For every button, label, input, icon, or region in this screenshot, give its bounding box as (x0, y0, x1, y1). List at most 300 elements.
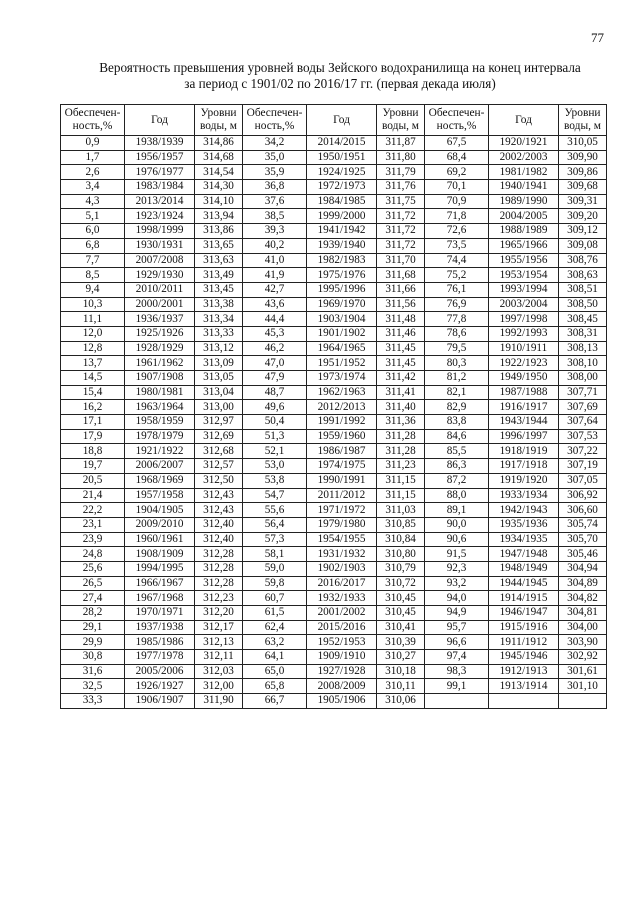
year-cell: 2013/2014 (125, 194, 195, 209)
level-cell: 312,28 (195, 576, 243, 591)
table-row (61, 503, 607, 518)
prob-cell: 56,4 (243, 517, 307, 532)
year-cell: 1913/1914 (489, 679, 559, 694)
level-cell: 311,40 (377, 400, 425, 415)
year-cell: 1960/1961 (125, 532, 195, 547)
prob-cell: 8,5 (61, 268, 125, 283)
level-cell: 313,49 (195, 268, 243, 283)
year-cell: 1935/1936 (489, 517, 559, 532)
year-cell: 1904/1905 (125, 503, 195, 518)
level-cell: 310,05 (559, 136, 607, 151)
level-cell: 311,75 (377, 194, 425, 209)
prob-cell: 29,9 (61, 635, 125, 650)
prob-cell: 21,4 (61, 488, 125, 503)
prob-cell: 41,0 (243, 253, 307, 268)
year-cell: 1943/1944 (489, 415, 559, 430)
year-cell: 1985/1986 (125, 635, 195, 650)
year-cell: 1991/1992 (307, 415, 377, 430)
table-row (61, 576, 607, 591)
prob-cell: 58,1 (243, 547, 307, 562)
level-cell: 308,45 (559, 312, 607, 327)
level-cell: 310,80 (377, 547, 425, 562)
year-cell: 2016/2017 (307, 576, 377, 591)
level-cell: 313,63 (195, 253, 243, 268)
table-row (61, 620, 607, 635)
year-cell: 1950/1951 (307, 150, 377, 165)
prob-cell: 68,4 (425, 150, 489, 165)
table-row (61, 400, 607, 415)
level-cell: 302,92 (559, 650, 607, 665)
year-cell: 1930/1931 (125, 238, 195, 253)
year-cell: 1986/1987 (307, 444, 377, 459)
year-cell: 1933/1934 (489, 488, 559, 503)
prob-cell: 13,7 (61, 356, 125, 371)
prob-cell: 35,9 (243, 165, 307, 180)
year-cell: 1958/1959 (125, 415, 195, 430)
level-cell: 310,84 (377, 532, 425, 547)
header-level-1: Уровни воды, м (195, 105, 243, 136)
prob-cell: 31,6 (61, 664, 125, 679)
prob-cell: 16,2 (61, 400, 125, 415)
prob-cell: 35,0 (243, 150, 307, 165)
level-cell: 307,71 (559, 385, 607, 400)
year-cell: 1999/2000 (307, 209, 377, 224)
prob-cell: 11,1 (61, 312, 125, 327)
level-cell: 312,68 (195, 444, 243, 459)
year-cell: 1963/1964 (125, 400, 195, 415)
level-cell: 312,00 (195, 679, 243, 694)
header-level-3: Уровни воды, м (559, 105, 607, 136)
prob-cell: 23,9 (61, 532, 125, 547)
level-cell: 312,97 (195, 415, 243, 430)
year-cell: 1914/1915 (489, 591, 559, 606)
level-cell: 311,28 (377, 444, 425, 459)
year-cell: 1964/1965 (307, 341, 377, 356)
document-title (60, 60, 620, 92)
table-row (61, 341, 607, 356)
table-body (61, 136, 607, 709)
year-cell: 2005/2006 (125, 664, 195, 679)
year-cell: 1938/1939 (125, 136, 195, 151)
prob-cell: 5,1 (61, 209, 125, 224)
level-cell: 312,03 (195, 664, 243, 679)
prob-cell: 53,0 (243, 459, 307, 474)
level-cell (559, 694, 607, 709)
level-cell: 304,82 (559, 591, 607, 606)
year-cell: 1967/1968 (125, 591, 195, 606)
prob-cell: 22,2 (61, 503, 125, 518)
year-cell: 1977/1978 (125, 650, 195, 665)
prob-cell: 1,7 (61, 150, 125, 165)
level-cell: 313,86 (195, 224, 243, 239)
year-cell: 2004/2005 (489, 209, 559, 224)
level-cell: 311,28 (377, 429, 425, 444)
level-cell: 307,05 (559, 473, 607, 488)
prob-cell: 15,4 (61, 385, 125, 400)
year-cell: 1940/1941 (489, 180, 559, 195)
year-cell: 1905/1906 (307, 694, 377, 709)
prob-cell: 70,9 (425, 194, 489, 209)
level-cell: 311,79 (377, 165, 425, 180)
prob-cell: 40,2 (243, 238, 307, 253)
level-cell: 307,19 (559, 459, 607, 474)
header-probability-1: Обеспечен- ность,% (61, 105, 125, 136)
table-row (61, 459, 607, 474)
page-number: 77 (591, 30, 604, 45)
year-cell: 1937/1938 (125, 620, 195, 635)
prob-cell: 79,5 (425, 341, 489, 356)
level-cell: 307,69 (559, 400, 607, 415)
prob-cell: 26,5 (61, 576, 125, 591)
table-row (61, 224, 607, 239)
level-cell: 312,17 (195, 620, 243, 635)
year-cell: 1931/1932 (307, 547, 377, 562)
year-cell: 1997/1998 (489, 312, 559, 327)
prob-cell: 95,7 (425, 620, 489, 635)
prob-cell: 66,7 (243, 694, 307, 709)
year-cell: 2002/2003 (489, 150, 559, 165)
prob-cell: 83,8 (425, 415, 489, 430)
table-row (61, 326, 607, 341)
year-cell: 1907/1908 (125, 371, 195, 386)
year-cell: 1936/1937 (125, 312, 195, 327)
level-cell: 313,34 (195, 312, 243, 327)
year-cell: 1901/1902 (307, 326, 377, 341)
table-row (61, 664, 607, 679)
year-cell: 1984/1985 (307, 194, 377, 209)
prob-cell: 86,3 (425, 459, 489, 474)
table-row (61, 297, 607, 312)
level-cell: 310,18 (377, 664, 425, 679)
level-cell: 313,45 (195, 282, 243, 297)
year-cell: 2011/2012 (307, 488, 377, 503)
level-cell: 310,06 (377, 694, 425, 709)
prob-cell: 71,8 (425, 209, 489, 224)
title-line-1: Вероятность превышения уровней воды Зейского водохранилища на конец интервала (99, 60, 581, 75)
prob-cell: 97,4 (425, 650, 489, 665)
year-cell: 1955/1956 (489, 253, 559, 268)
title-line-2: за период с 1901/02 по 2016/17 гг. (первая декада июля) (184, 76, 496, 91)
level-cell: 308,76 (559, 253, 607, 268)
level-cell: 308,51 (559, 282, 607, 297)
year-cell: 1922/1923 (489, 356, 559, 371)
table-row (61, 473, 607, 488)
table-row (61, 547, 607, 562)
prob-cell: 44,4 (243, 312, 307, 327)
year-cell: 1994/1995 (125, 561, 195, 576)
year-cell: 1934/1935 (489, 532, 559, 547)
year-cell: 1976/1977 (125, 165, 195, 180)
level-cell: 311,46 (377, 326, 425, 341)
table-row (61, 165, 607, 180)
probability-table (60, 104, 607, 709)
year-cell: 1911/1912 (489, 635, 559, 650)
level-cell: 311,36 (377, 415, 425, 430)
level-cell: 307,64 (559, 415, 607, 430)
table-row (61, 606, 607, 621)
header-year-3: Год (489, 105, 559, 136)
prob-cell: 19,7 (61, 459, 125, 474)
prob-cell: 4,3 (61, 194, 125, 209)
year-cell: 2012/2013 (307, 400, 377, 415)
year-cell: 1915/1916 (489, 620, 559, 635)
level-cell: 303,90 (559, 635, 607, 650)
year-cell: 1902/1903 (307, 561, 377, 576)
year-cell: 1919/1920 (489, 473, 559, 488)
level-cell: 301,61 (559, 664, 607, 679)
level-cell: 311,72 (377, 209, 425, 224)
table-row (61, 444, 607, 459)
level-cell: 311,41 (377, 385, 425, 400)
level-cell: 309,20 (559, 209, 607, 224)
prob-cell: 27,4 (61, 591, 125, 606)
prob-cell: 52,1 (243, 444, 307, 459)
level-cell: 309,86 (559, 165, 607, 180)
year-cell: 1946/1947 (489, 606, 559, 621)
table-row (61, 238, 607, 253)
level-cell: 312,20 (195, 606, 243, 621)
level-cell: 312,11 (195, 650, 243, 665)
year-cell: 1929/1930 (125, 268, 195, 283)
prob-cell: 28,2 (61, 606, 125, 621)
level-cell: 311,45 (377, 356, 425, 371)
header-probability-2: Обеспечен- ность,% (243, 105, 307, 136)
prob-cell: 2,6 (61, 165, 125, 180)
level-cell: 308,10 (559, 356, 607, 371)
table-row (61, 253, 607, 268)
prob-cell: 84,6 (425, 429, 489, 444)
prob-cell: 59,0 (243, 561, 307, 576)
level-cell: 310,45 (377, 606, 425, 621)
level-cell: 311,90 (195, 694, 243, 709)
year-cell: 1988/1989 (489, 224, 559, 239)
year-cell: 1966/1967 (125, 576, 195, 591)
year-cell: 1970/1971 (125, 606, 195, 621)
prob-cell: 12,0 (61, 326, 125, 341)
prob-cell: 36,8 (243, 180, 307, 195)
level-cell: 312,69 (195, 429, 243, 444)
table-row (61, 591, 607, 606)
year-cell: 1941/1942 (307, 224, 377, 239)
prob-cell: 76,9 (425, 297, 489, 312)
year-cell: 1944/1945 (489, 576, 559, 591)
table-row (61, 679, 607, 694)
year-cell: 2006/2007 (125, 459, 195, 474)
level-cell: 314,86 (195, 136, 243, 151)
prob-cell: 47,0 (243, 356, 307, 371)
table-header-row (61, 105, 607, 136)
table-row (61, 385, 607, 400)
prob-cell: 82,9 (425, 400, 489, 415)
table-row (61, 429, 607, 444)
level-cell: 309,31 (559, 194, 607, 209)
prob-cell: 62,4 (243, 620, 307, 635)
level-cell: 313,38 (195, 297, 243, 312)
year-cell: 1909/1910 (307, 650, 377, 665)
table-row (61, 268, 607, 283)
prob-cell: 25,6 (61, 561, 125, 576)
year-cell: 2009/2010 (125, 517, 195, 532)
prob-cell: 39,3 (243, 224, 307, 239)
level-cell: 310,41 (377, 620, 425, 635)
level-cell: 308,13 (559, 341, 607, 356)
level-cell: 310,11 (377, 679, 425, 694)
level-cell: 311,80 (377, 150, 425, 165)
prob-cell: 85,5 (425, 444, 489, 459)
year-cell: 2001/2002 (307, 606, 377, 621)
level-cell: 308,50 (559, 297, 607, 312)
prob-cell: 34,2 (243, 136, 307, 151)
year-cell: 1908/1909 (125, 547, 195, 562)
table-row (61, 194, 607, 209)
year-cell: 1980/1981 (125, 385, 195, 400)
year-cell: 2010/2011 (125, 282, 195, 297)
table-row (61, 282, 607, 297)
year-cell: 1951/1952 (307, 356, 377, 371)
level-cell: 311,76 (377, 180, 425, 195)
prob-cell: 23,1 (61, 517, 125, 532)
level-cell: 304,94 (559, 561, 607, 576)
prob-cell: 41,9 (243, 268, 307, 283)
year-cell: 1978/1979 (125, 429, 195, 444)
prob-cell: 54,7 (243, 488, 307, 503)
level-cell: 313,00 (195, 400, 243, 415)
prob-cell: 77,8 (425, 312, 489, 327)
year-cell: 1968/1969 (125, 473, 195, 488)
year-cell: 1927/1928 (307, 664, 377, 679)
year-cell: 1928/1929 (125, 341, 195, 356)
year-cell: 1945/1946 (489, 650, 559, 665)
header-probability-3: Обеспечен- ность,% (425, 105, 489, 136)
year-cell: 1974/1975 (307, 459, 377, 474)
prob-cell: 50,4 (243, 415, 307, 430)
prob-cell: 49,6 (243, 400, 307, 415)
level-cell: 310,39 (377, 635, 425, 650)
prob-cell: 94,9 (425, 606, 489, 621)
year-cell: 1990/1991 (307, 473, 377, 488)
level-cell: 312,23 (195, 591, 243, 606)
level-cell: 312,43 (195, 488, 243, 503)
level-cell: 311,45 (377, 341, 425, 356)
level-cell: 311,68 (377, 268, 425, 283)
level-cell: 311,66 (377, 282, 425, 297)
table-row (61, 180, 607, 195)
table-row (61, 635, 607, 650)
year-cell: 2015/2016 (307, 620, 377, 635)
year-cell: 1972/1973 (307, 180, 377, 195)
table-row (61, 371, 607, 386)
year-cell: 1969/1970 (307, 297, 377, 312)
level-cell: 312,40 (195, 517, 243, 532)
year-cell: 1903/1904 (307, 312, 377, 327)
year-cell: 1975/1976 (307, 268, 377, 283)
prob-cell: 75,2 (425, 268, 489, 283)
prob-cell: 45,3 (243, 326, 307, 341)
level-cell: 311,72 (377, 224, 425, 239)
year-cell: 1910/1911 (489, 341, 559, 356)
level-cell: 314,68 (195, 150, 243, 165)
level-cell: 311,42 (377, 371, 425, 386)
year-cell: 1925/1926 (125, 326, 195, 341)
level-cell: 310,27 (377, 650, 425, 665)
level-cell: 311,03 (377, 503, 425, 518)
level-cell: 313,04 (195, 385, 243, 400)
year-cell: 1906/1907 (125, 694, 195, 709)
year-cell: 1920/1921 (489, 136, 559, 151)
prob-cell: 17,1 (61, 415, 125, 430)
prob-cell: 91,5 (425, 547, 489, 562)
level-cell: 313,09 (195, 356, 243, 371)
prob-cell: 93,2 (425, 576, 489, 591)
prob-cell: 96,6 (425, 635, 489, 650)
prob-cell: 14,5 (61, 371, 125, 386)
level-cell: 313,05 (195, 371, 243, 386)
prob-cell: 12,8 (61, 341, 125, 356)
year-cell: 1979/1980 (307, 517, 377, 532)
level-cell: 308,63 (559, 268, 607, 283)
level-cell: 306,60 (559, 503, 607, 518)
prob-cell: 18,8 (61, 444, 125, 459)
prob-cell: 90,6 (425, 532, 489, 547)
level-cell: 311,87 (377, 136, 425, 151)
prob-cell: 72,6 (425, 224, 489, 239)
prob-cell: 65,0 (243, 664, 307, 679)
prob-cell: 92,3 (425, 561, 489, 576)
year-cell: 1916/1917 (489, 400, 559, 415)
level-cell: 310,45 (377, 591, 425, 606)
level-cell: 310,72 (377, 576, 425, 591)
level-cell: 305,74 (559, 517, 607, 532)
level-cell: 311,23 (377, 459, 425, 474)
table-row (61, 694, 607, 709)
year-cell: 1918/1919 (489, 444, 559, 459)
level-cell: 309,12 (559, 224, 607, 239)
level-cell: 301,10 (559, 679, 607, 694)
year-cell: 1956/1957 (125, 150, 195, 165)
prob-cell: 32,5 (61, 679, 125, 694)
year-cell: 1912/1913 (489, 664, 559, 679)
year-cell (489, 694, 559, 709)
level-cell: 314,10 (195, 194, 243, 209)
year-cell: 1924/1925 (307, 165, 377, 180)
table-row (61, 312, 607, 327)
level-cell: 313,94 (195, 209, 243, 224)
prob-cell: 78,6 (425, 326, 489, 341)
prob-cell: 81,2 (425, 371, 489, 386)
level-cell: 312,40 (195, 532, 243, 547)
prob-cell: 37,6 (243, 194, 307, 209)
year-cell: 1942/1943 (489, 503, 559, 518)
year-cell: 2007/2008 (125, 253, 195, 268)
level-cell: 312,28 (195, 547, 243, 562)
prob-cell: 70,1 (425, 180, 489, 195)
level-cell: 310,85 (377, 517, 425, 532)
level-cell: 311,15 (377, 473, 425, 488)
year-cell: 1981/1982 (489, 165, 559, 180)
prob-cell: 24,8 (61, 547, 125, 562)
level-cell: 309,68 (559, 180, 607, 195)
level-cell: 311,48 (377, 312, 425, 327)
year-cell: 1965/1966 (489, 238, 559, 253)
year-cell: 1926/1927 (125, 679, 195, 694)
level-cell: 313,33 (195, 326, 243, 341)
year-cell: 2000/2001 (125, 297, 195, 312)
level-cell: 307,53 (559, 429, 607, 444)
prob-cell: 17,9 (61, 429, 125, 444)
prob-cell: 99,1 (425, 679, 489, 694)
table-row (61, 561, 607, 576)
prob-cell: 63,2 (243, 635, 307, 650)
